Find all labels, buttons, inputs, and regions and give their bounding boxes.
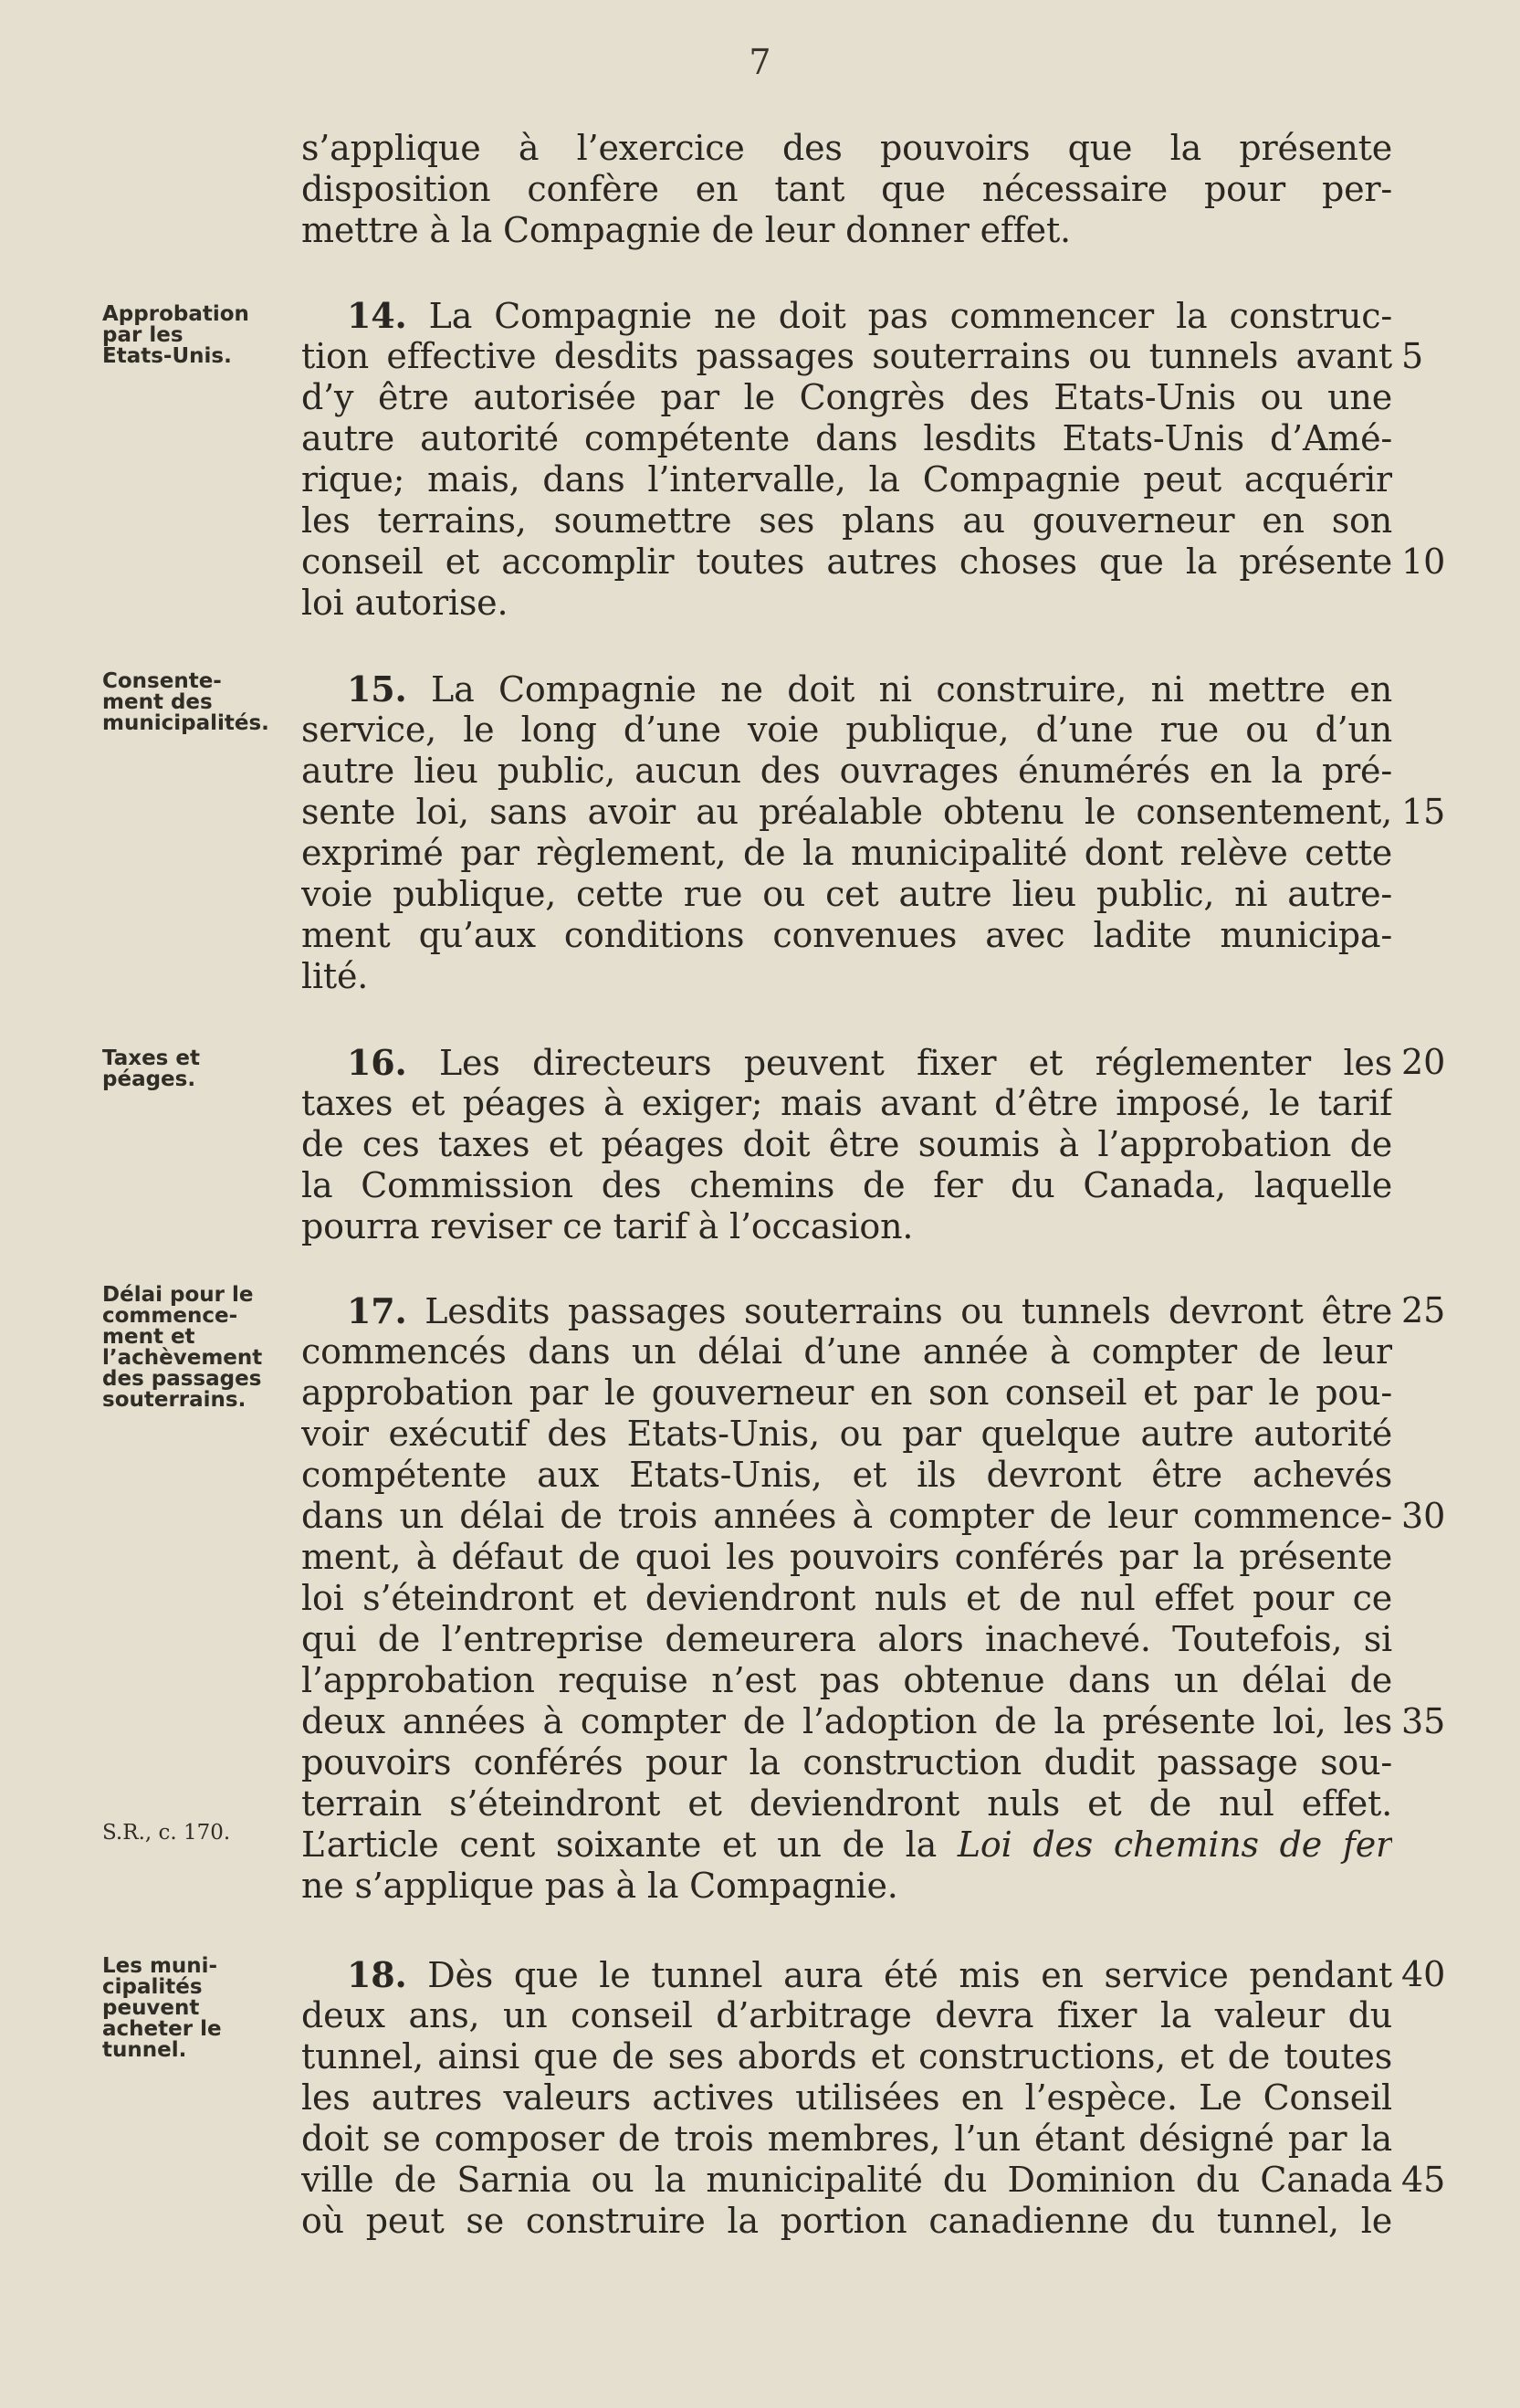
- text-line: [301, 1824, 1392, 1866]
- line-number: 35: [1401, 1701, 1446, 1741]
- section-number: 14.: [347, 295, 407, 336]
- margin-note-line: ment des: [102, 690, 213, 714]
- margin-note-line: par les: [102, 323, 183, 347]
- margin-note-line: commence-: [102, 1304, 238, 1328]
- section-text: Dès que le tunnel aura été mis en service pendant: [427, 1955, 1392, 1995]
- italic-title: Loi des chemins de fer: [957, 1824, 1392, 1865]
- margin-note-line: Délai pour le: [102, 1283, 254, 1307]
- section-first-line: [347, 1954, 1392, 1995]
- text-line: les autres valeurs actives utilisées en l’espèce. Le Conseil: [301, 2077, 1392, 2118]
- text-line: de ces taxes et péages doit être soumis à l’approbation de: [301, 1124, 1392, 1164]
- margin-note-line: souterrains.: [102, 1388, 246, 1412]
- margin-note-line: cipalités: [102, 1975, 203, 1999]
- margin-note-line: Taxes et: [102, 1046, 200, 1070]
- margin-note-line: ment et: [102, 1325, 195, 1349]
- margin-note-line: acheter le: [102, 2017, 222, 2041]
- text-line: taxes et péages à exiger; mais avant d’être imposé, le tarif: [301, 1083, 1392, 1123]
- text-line: sente loi, sans avoir au préalable obtenu le consentement,: [301, 792, 1392, 832]
- text-line: doit se composer de trois membres, l’un étant désigné par la: [301, 2119, 1392, 2159]
- section-number: 16.: [347, 1042, 407, 1083]
- section-text: La Compagnie ne doit ni construire, ni mettre en: [431, 669, 1392, 710]
- section-text: L’article cent soixante et un de la: [301, 1824, 938, 1865]
- text-line: tion effective desdits passages souterrains ou tunnels avant: [301, 336, 1392, 376]
- text-line: pourra reviser ce tarif à l’occasion.: [301, 1206, 914, 1246]
- page-number: 7: [749, 42, 771, 82]
- text-line: mettre à la Compagnie de leur donner effet.: [301, 210, 1071, 250]
- text-line: dans un délai de trois années à compter de leur commence-: [301, 1496, 1392, 1536]
- section-first-line: [347, 1042, 1392, 1083]
- text-line: ment qu’aux conditions convenues avec ladite municipa-: [301, 915, 1392, 955]
- text-line: autre lieu public, aucun des ouvrages énumérés en la pré-: [301, 751, 1392, 791]
- text-line: ville de Sarnia ou la municipalité du Dominion du Canada: [301, 2160, 1392, 2200]
- text-line: où peut se construire la portion canadienne du tunnel, le: [301, 2201, 1392, 2241]
- text-line: pouvoirs conférés pour la construction dudit passage sou-: [301, 1742, 1392, 1782]
- margin-note-sr: [102, 1823, 294, 1844]
- margin-note-taxes: [102, 1048, 294, 1090]
- margin-note-line: des passages: [102, 1367, 262, 1391]
- line-number: 5: [1401, 336, 1424, 376]
- line-number: 45: [1401, 2160, 1446, 2200]
- line-number: 40: [1401, 1954, 1446, 1994]
- margin-note-delai: [102, 1285, 294, 1411]
- margin-note-line: Etats-Unis.: [102, 344, 232, 368]
- text-line: les terrains, soumettre ses plans au gouverneur en son: [301, 500, 1392, 541]
- text-line: tunnel, ainsi que de ses abords et constructions, et de toutes: [301, 2036, 1392, 2077]
- text-line: commencés dans un délai d’une année à compter de leur: [301, 1331, 1392, 1372]
- section-first-line: [347, 295, 1392, 336]
- text-line: compétente aux Etats-Unis, et ils devront être achevés: [301, 1455, 1392, 1495]
- text-line: la Commission des chemins de fer du Canada, laquelle: [301, 1165, 1392, 1205]
- text-line: s’applique à l’exercice des pouvoirs que la présente: [301, 128, 1392, 168]
- text-line: rique; mais, dans l’intervalle, la Compagnie peut acquérir: [301, 459, 1392, 499]
- text-line: autre autorité compétente dans lesdits Etats-Unis d’Amé-: [301, 418, 1392, 458]
- section-text: Les directeurs peuvent fixer et réglementer les: [439, 1043, 1392, 1083]
- section-text: La Compagnie ne doit pas commencer la construc-: [428, 296, 1392, 336]
- line-number: 30: [1401, 1496, 1446, 1536]
- margin-note-line: Consente-: [102, 669, 222, 693]
- text-line: ne s’applique pas à la Compagnie.: [301, 1866, 898, 1906]
- text-line: conseil et accomplir toutes autres choses que la présente: [301, 542, 1392, 582]
- text-line: ment, à défaut de quoi les pouvoirs conférés par la présente: [301, 1537, 1392, 1577]
- text-line: loi s’éteindront et deviendront nuls et de nul effet pour ce: [301, 1578, 1392, 1618]
- text-line: deux ans, un conseil d’arbitrage devra fixer la valeur du: [301, 1995, 1392, 2035]
- text-line: voir exécutif des Etats-Unis, ou par quelque autre autorité: [301, 1414, 1392, 1454]
- line-number: 25: [1401, 1290, 1446, 1330]
- section-first-line: [347, 1290, 1392, 1331]
- margin-note-line: Les muni-: [102, 1954, 218, 1978]
- margin-note-line: tunnel.: [102, 2038, 187, 2062]
- line-number: 10: [1401, 542, 1446, 582]
- margin-note-line: peuvent: [102, 1996, 200, 2020]
- section-number: 15.: [347, 668, 407, 710]
- text-line: d’y être autorisée par le Congrès des Etats-Unis ou une: [301, 377, 1392, 417]
- margin-note-approbation: [102, 304, 294, 367]
- text-line: qui de l’entreprise demeurera alors inachevé. Toutefois, si: [301, 1619, 1392, 1659]
- margin-note-line: municipalités.: [102, 711, 269, 735]
- margin-note-line: S.R., c. 170.: [102, 1821, 231, 1845]
- text-line: deux années à compter de l’adoption de la présente loi, les: [301, 1701, 1392, 1741]
- section-first-line: [347, 668, 1392, 710]
- text-line: disposition confère en tant que nécessaire pour per-: [301, 169, 1392, 209]
- text-line: service, le long d’une voie publique, d’une rue ou d’un: [301, 710, 1392, 750]
- margin-note-line: l’achèvement: [102, 1346, 263, 1370]
- text-line: terrain s’éteindront et deviendront nuls et de nul effet.: [301, 1783, 1392, 1824]
- text-line: exprimé par règlement, de la municipalité dont relève cette: [301, 833, 1392, 873]
- text-line: l’approbation requise n’est pas obtenue dans un délai de: [301, 1660, 1392, 1700]
- margin-note-line: Approbation: [102, 302, 249, 326]
- section-number: 18.: [347, 1954, 407, 1995]
- text-line: lité.: [301, 956, 369, 996]
- margin-note-consentement: [102, 671, 294, 734]
- section-text: Lesdits passages souterrains ou tunnels devront être: [425, 1291, 1392, 1331]
- text-line: loi autorise.: [301, 583, 508, 623]
- margin-note-line: péages.: [102, 1067, 196, 1091]
- line-number: 20: [1401, 1042, 1446, 1082]
- section-number: 17.: [347, 1290, 407, 1331]
- text-line: approbation par le gouverneur en son conseil et par le pou-: [301, 1372, 1392, 1413]
- margin-note-municipalites: [102, 1956, 294, 2061]
- line-number: 15: [1401, 792, 1446, 832]
- text-line: voie publique, cette rue ou cet autre lieu public, ni autre-: [301, 874, 1392, 914]
